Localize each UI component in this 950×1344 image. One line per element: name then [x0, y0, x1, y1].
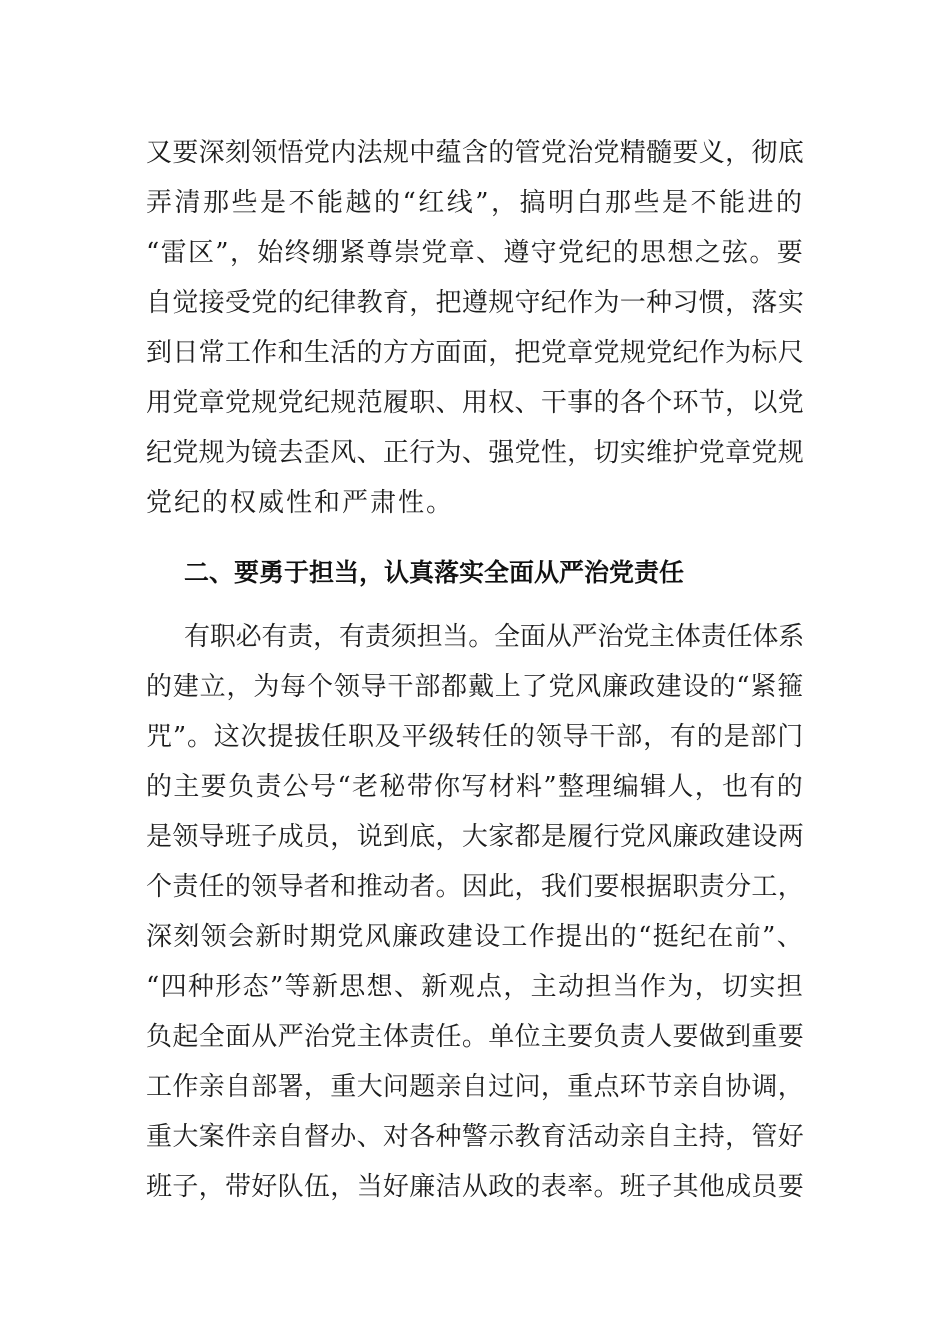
paragraph-line: 咒”。这次提拔任职及平级转任的领导干部，有的是部门 [146, 722, 804, 752]
paragraph-line: 弄清那些是不能越的“红线”，搞明白那些是不能进的 [146, 188, 804, 218]
paragraph-line: 深刻领会新时期党风廉政建设工作提出的“挺纪在前”、 [146, 922, 804, 952]
paragraph-line: 工作亲自部署，重大问题亲自过问，重点环节亲自协调， [146, 1072, 804, 1102]
paragraph-line: 负起全面从严治党主体责任。单位主要负责人要做到重要 [146, 1022, 804, 1052]
document-body [146, 128, 804, 1212]
paragraph-line: “四种形态”等新思想、新观点，主动担当作为，切实担 [146, 972, 804, 1002]
paragraph-line: 个责任的领导者和推动者。因此，我们要根据职责分工， [146, 872, 804, 902]
paragraph-line: 用党章党规党纪规范履职、用权、干事的各个环节，以党 [146, 388, 804, 418]
paragraph-line: 又要深刻领悟党内法规中蕴含的管党治党精髓要义，彻底 [146, 138, 804, 168]
paragraph-1 [146, 128, 804, 528]
section-heading: 二、要勇于担当，认真落实全面从严治党责任 [184, 558, 685, 587]
paragraph-2 [146, 612, 804, 1212]
paragraph-line: “雷区”，始终绷紧尊崇党章、遵守党纪的思想之弦。要 [146, 238, 804, 268]
paragraph-line: 重大案件亲自督办、对各种警示教育活动亲自主持，管好 [146, 1122, 804, 1152]
paragraph-line: 自觉接受党的纪律教育，把遵规守纪作为一种习惯，落实 [146, 288, 804, 318]
paragraph-line: 的主要负责公号“老秘带你写材料”整理编辑人，也有的 [146, 772, 804, 802]
paragraph-line: 纪党规为镜去歪风、正行为、强党性，切实维护党章党规 [146, 438, 804, 468]
paragraph-line: 有职必有责，有责须担当。全面从严治党主体责任体系 [184, 622, 804, 652]
paragraph-line: 班子，带好队伍，当好廉洁从政的表率。班子其他成员要 [146, 1172, 804, 1202]
paragraph-line: 是领导班子成员，说到底，大家都是履行党风廉政建设两 [146, 822, 804, 852]
paragraph-line: 到日常工作和生活的方方面面，把党章党规党纪作为标尺 [146, 338, 804, 368]
paragraph-line: 党纪的权威性和严肃性。 [146, 488, 455, 518]
paragraph-line: 的建立，为每个领导干部都戴上了党风廉政建设的“紧箍 [146, 672, 804, 702]
